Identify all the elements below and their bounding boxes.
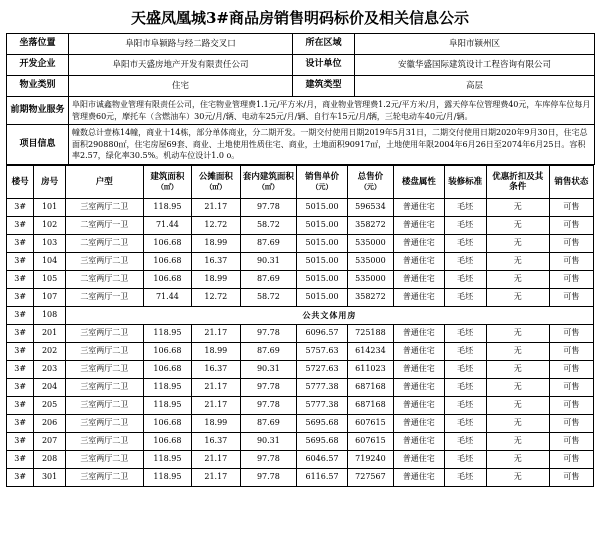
cell-property-attr: 普通住宅	[394, 234, 444, 252]
cell-unit-price: 5015.00	[297, 216, 347, 234]
cell-property-attr: 普通住宅	[394, 288, 444, 306]
cell-room: 102	[34, 216, 66, 234]
col-layout: 户型	[65, 165, 143, 198]
info-row	[7, 34, 595, 55]
cell-decoration: 毛坯	[444, 234, 486, 252]
cell-unit-price: 6046.57	[297, 450, 347, 468]
cell-total-price: 687168	[347, 378, 393, 396]
cell-building: 3#	[7, 360, 34, 378]
cell-property-attr: 普通住宅	[394, 270, 444, 288]
cell-decoration: 毛坯	[444, 396, 486, 414]
cell-sale-status: 可售	[549, 324, 593, 342]
col-sale-status: 销售状态	[549, 165, 593, 198]
cell-total-price: 614234	[347, 342, 393, 360]
table-row	[7, 360, 594, 378]
info-row	[7, 55, 595, 76]
cell-discount: 无	[486, 252, 549, 270]
cell-built-area: 118.95	[143, 324, 191, 342]
table-row-public	[7, 306, 594, 324]
table-row	[7, 288, 594, 306]
cell-built-area: 71.44	[143, 288, 191, 306]
col-property-attr: 楼盘属性	[394, 165, 444, 198]
info-row	[7, 76, 595, 97]
info-row-project	[7, 125, 595, 165]
table-row	[7, 324, 594, 342]
cell-inner-area: 90.31	[240, 432, 297, 450]
cell-unit-price: 6096.57	[297, 324, 347, 342]
col-unit-price: 销售单价 （元）	[297, 165, 347, 198]
cell-building: 3#	[7, 198, 34, 216]
cell-room: 204	[34, 378, 66, 396]
cell-layout: 三室两厅二卫	[65, 396, 143, 414]
cell-inner-area: 87.69	[240, 270, 297, 288]
info-label-property-service: 前期物业服务	[7, 97, 69, 125]
cell-inner-area: 97.78	[240, 324, 297, 342]
cell-inner-area: 97.78	[240, 396, 297, 414]
cell-room: 104	[34, 252, 66, 270]
cell-room: 101	[34, 198, 66, 216]
cell-decoration: 毛坯	[444, 216, 486, 234]
cell-property-attr: 普通住宅	[394, 342, 444, 360]
cell-sale-status: 可售	[549, 288, 593, 306]
cell-discount: 无	[486, 432, 549, 450]
cell-layout: 三室两厅二卫	[65, 342, 143, 360]
cell-layout: 二室两厅一卫	[65, 216, 143, 234]
cell-layout: 二室两厅二卫	[65, 270, 143, 288]
table-row	[7, 432, 594, 450]
col-shared-area: 公摊面积 （㎡）	[192, 165, 240, 198]
cell-total-price: 358272	[347, 216, 393, 234]
info-label-property-type: 物业类别	[7, 76, 69, 97]
cell-unit-price: 5015.00	[297, 288, 347, 306]
cell-room: 208	[34, 450, 66, 468]
cell-decoration: 毛坯	[444, 360, 486, 378]
cell-sale-status: 可售	[549, 270, 593, 288]
cell-room: 103	[34, 234, 66, 252]
cell-unit-price: 5757.63	[297, 342, 347, 360]
cell-sale-status: 可售	[549, 342, 593, 360]
cell-building: 3#	[7, 216, 34, 234]
cell-room: 203	[34, 360, 66, 378]
cell-building: 3#	[7, 288, 34, 306]
cell-inner-area: 58.72	[240, 288, 297, 306]
info-label-building-type: 建筑类型	[293, 76, 355, 97]
cell-unit-price: 5015.00	[297, 198, 347, 216]
cell-built-area: 71.44	[143, 216, 191, 234]
info-label-project: 项目信息	[7, 125, 69, 165]
cell-building: 3#	[7, 306, 34, 324]
cell-sale-status: 可售	[549, 378, 593, 396]
cell-property-attr: 普通住宅	[394, 216, 444, 234]
col-total-price: 总售价 （元）	[347, 165, 393, 198]
cell-built-area: 106.68	[143, 342, 191, 360]
col-room: 房号	[34, 165, 66, 198]
cell-discount: 无	[486, 378, 549, 396]
cell-built-area: 118.95	[143, 396, 191, 414]
col-built-area: 建筑面积 （㎡）	[143, 165, 191, 198]
cell-property-attr: 普通住宅	[394, 432, 444, 450]
cell-decoration: 毛坯	[444, 414, 486, 432]
col-decoration: 装修标准	[444, 165, 486, 198]
page-title: 天盛凤凰城3#商品房销售明码标价及相关信息公示	[130, 9, 469, 27]
cell-built-area: 118.95	[143, 378, 191, 396]
cell-total-price: 725188	[347, 324, 393, 342]
cell-sale-status: 可售	[549, 450, 593, 468]
cell-room: 105	[34, 270, 66, 288]
cell-decoration: 毛坯	[444, 432, 486, 450]
cell-total-price: 611023	[347, 360, 393, 378]
cell-property-attr: 普通住宅	[394, 468, 444, 486]
table-row	[7, 414, 594, 432]
cell-decoration: 毛坯	[444, 468, 486, 486]
cell-discount: 无	[486, 360, 549, 378]
table-row	[7, 450, 594, 468]
cell-property-attr: 普通住宅	[394, 396, 444, 414]
cell-building: 3#	[7, 270, 34, 288]
cell-discount: 无	[486, 468, 549, 486]
cell-total-price: 535000	[347, 234, 393, 252]
cell-sale-status: 可售	[549, 198, 593, 216]
table-row	[7, 252, 594, 270]
cell-shared-area: 16.37	[192, 252, 240, 270]
cell-discount: 无	[486, 414, 549, 432]
cell-sale-status: 可售	[549, 216, 593, 234]
cell-sale-status: 可售	[549, 468, 593, 486]
cell-layout: 三室两厅二卫	[65, 198, 143, 216]
info-value-project: 幢数总计壹栋14幢，商业十14栋，部分单体商业，分二期开发。一期交付使用日期2019年5月31日，二期交付使用日期2020年9月30日，住宅总面积290880㎡，住宅房屋69套、商业、土地使用性质住宅、商业，土地面积90917㎡，土地使用年限2004年6月26日至2074年6月25日。容积率2.57，绿化率30.5%。机动车位设计1.0 o。	[69, 125, 595, 165]
cell-building: 3#	[7, 324, 34, 342]
cell-shared-area: 18.99	[192, 234, 240, 252]
cell-total-price: 727567	[347, 468, 393, 486]
cell-layout: 三室两厅二卫	[65, 378, 143, 396]
cell-room: 201	[34, 324, 66, 342]
cell-building: 3#	[7, 396, 34, 414]
cell-decoration: 毛坯	[444, 378, 486, 396]
cell-unit-price: 5777.38	[297, 396, 347, 414]
cell-inner-area: 97.78	[240, 468, 297, 486]
cell-inner-area: 58.72	[240, 216, 297, 234]
cell-total-price: 719240	[347, 450, 393, 468]
cell-sale-status: 可售	[549, 252, 593, 270]
cell-built-area: 106.68	[143, 234, 191, 252]
cell-building: 3#	[7, 378, 34, 396]
cell-unit-price: 5015.00	[297, 270, 347, 288]
cell-total-price: 535000	[347, 252, 393, 270]
cell-discount: 无	[486, 198, 549, 216]
cell-building: 3#	[7, 432, 34, 450]
info-label-location: 坐落位置	[7, 34, 69, 55]
cell-inner-area: 97.78	[240, 198, 297, 216]
cell-building: 3#	[7, 234, 34, 252]
cell-unit-price: 5777.38	[297, 378, 347, 396]
cell-building: 3#	[7, 342, 34, 360]
cell-inner-area: 97.78	[240, 450, 297, 468]
info-value-property-service: 阜阳市诚鑫物业管理有限责任公司，住宅物业管理费1.1元/平方米/月，商业物业管理费1.2元/平方米/月，露天停车位管理费40元，车库停车位每月管理费60元，摩托车（含燃油车）30元/月/辆、电动车25元/月/辆、自行车15元/月/辆，三轮电动车40元/月/辆。	[69, 97, 595, 125]
unit-price-table	[6, 165, 594, 487]
cell-shared-area: 18.99	[192, 342, 240, 360]
cell-unit-price: 5695.68	[297, 414, 347, 432]
cell-built-area: 118.95	[143, 450, 191, 468]
cell-shared-area: 18.99	[192, 270, 240, 288]
cell-room: 202	[34, 342, 66, 360]
cell-sale-status: 可售	[549, 432, 593, 450]
table-row	[7, 396, 594, 414]
cell-shared-area: 16.37	[192, 432, 240, 450]
cell-inner-area: 97.78	[240, 378, 297, 396]
cell-layout: 三室两厅二卫	[65, 414, 143, 432]
info-row-service	[7, 97, 595, 125]
cell-layout: 三室两厅二卫	[65, 360, 143, 378]
info-value-building-type: 高层	[355, 76, 595, 97]
cell-layout: 三室两厅二卫	[65, 324, 143, 342]
cell-unit-price: 6116.57	[297, 468, 347, 486]
info-value-location: 阜阳市阜颍路与经二路交叉口	[69, 34, 293, 55]
cell-total-price: 687168	[347, 396, 393, 414]
cell-inner-area: 90.31	[240, 360, 297, 378]
cell-shared-area: 21.17	[192, 468, 240, 486]
cell-decoration: 毛坯	[444, 324, 486, 342]
cell-layout: 三室两厅二卫	[65, 450, 143, 468]
cell-property-attr: 普通住宅	[394, 252, 444, 270]
cell-unit-price: 5695.68	[297, 432, 347, 450]
cell-building: 3#	[7, 450, 34, 468]
table-header-row	[7, 165, 594, 198]
cell-sale-status: 可售	[549, 360, 593, 378]
cell-shared-area: 12.72	[192, 216, 240, 234]
info-label-region: 所在区域	[293, 34, 355, 55]
table-row	[7, 234, 594, 252]
cell-building: 3#	[7, 252, 34, 270]
cell-decoration: 毛坯	[444, 450, 486, 468]
cell-shared-area: 16.37	[192, 360, 240, 378]
cell-shared-area: 21.17	[192, 324, 240, 342]
cell-total-price: 607615	[347, 414, 393, 432]
cell-discount: 无	[486, 270, 549, 288]
cell-built-area: 106.68	[143, 270, 191, 288]
cell-shared-area: 18.99	[192, 414, 240, 432]
table-row	[7, 378, 594, 396]
cell-total-price: 596534	[347, 198, 393, 216]
cell-unit-price: 5015.00	[297, 252, 347, 270]
cell-decoration: 毛坯	[444, 288, 486, 306]
info-label-developer: 开发企业	[7, 55, 69, 76]
cell-room: 301	[34, 468, 66, 486]
cell-total-price: 358272	[347, 288, 393, 306]
cell-property-attr: 普通住宅	[394, 324, 444, 342]
cell-property-attr: 普通住宅	[394, 360, 444, 378]
cell-inner-area: 87.69	[240, 414, 297, 432]
cell-sale-status: 可售	[549, 396, 593, 414]
table-row	[7, 468, 594, 486]
cell-shared-area: 21.17	[192, 396, 240, 414]
info-value-region: 阜阳市颍州区	[355, 34, 595, 55]
info-value-property-type: 住宅	[69, 76, 293, 97]
cell-shared-area: 21.17	[192, 378, 240, 396]
cell-discount: 无	[486, 216, 549, 234]
cell-built-area: 106.68	[143, 360, 191, 378]
cell-layout: 二室两厅一卫	[65, 288, 143, 306]
cell-layout: 二室两厅二卫	[65, 234, 143, 252]
cell-room: 207	[34, 432, 66, 450]
info-value-designer: 安徽华盛国际建筑设计工程咨询有限公司	[355, 55, 595, 76]
cell-shared-area: 12.72	[192, 288, 240, 306]
cell-discount: 无	[486, 234, 549, 252]
cell-property-attr: 普通住宅	[394, 198, 444, 216]
cell-sale-status: 可售	[549, 234, 593, 252]
table-row	[7, 342, 594, 360]
cell-inner-area: 90.31	[240, 252, 297, 270]
cell-property-attr: 普通住宅	[394, 378, 444, 396]
cell-room: 206	[34, 414, 66, 432]
cell-room: 108	[34, 306, 66, 324]
cell-built-area: 106.68	[143, 414, 191, 432]
cell-property-attr: 普通住宅	[394, 450, 444, 468]
info-label-designer: 设计单位	[293, 55, 355, 76]
cell-built-area: 106.68	[143, 252, 191, 270]
cell-property-attr: 普通住宅	[394, 414, 444, 432]
table-row	[7, 270, 594, 288]
cell-decoration: 毛坯	[444, 270, 486, 288]
cell-building: 3#	[7, 414, 34, 432]
cell-discount: 无	[486, 288, 549, 306]
cell-shared-area: 21.17	[192, 198, 240, 216]
col-discount: 优惠折扣及其条件	[486, 165, 549, 198]
col-inner-area: 套内建筑面积 （㎡）	[240, 165, 297, 198]
cell-discount: 无	[486, 450, 549, 468]
cell-decoration: 毛坯	[444, 342, 486, 360]
cell-discount: 无	[486, 324, 549, 342]
cell-built-area: 118.95	[143, 198, 191, 216]
cell-decoration: 毛坯	[444, 252, 486, 270]
cell-total-price: 535000	[347, 270, 393, 288]
cell-layout: 三室两厅二卫	[65, 468, 143, 486]
table-row	[7, 216, 594, 234]
cell-room: 205	[34, 396, 66, 414]
col-building: 楼号	[7, 165, 34, 198]
cell-built-area: 106.68	[143, 432, 191, 450]
cell-unit-price: 5015.00	[297, 234, 347, 252]
cell-discount: 无	[486, 342, 549, 360]
cell-layout: 三室两厅二卫	[65, 252, 143, 270]
cell-shared-area: 21.17	[192, 450, 240, 468]
cell-layout: 三室两厅二卫	[65, 432, 143, 450]
cell-room: 107	[34, 288, 66, 306]
cell-inner-area: 87.69	[240, 234, 297, 252]
cell-building: 3#	[7, 468, 34, 486]
cell-inner-area: 87.69	[240, 342, 297, 360]
info-value-developer: 阜阳市天盛房地产开发有限责任公司	[69, 55, 293, 76]
cell-sale-status: 可售	[549, 414, 593, 432]
cell-total-price: 607615	[347, 432, 393, 450]
cell-unit-price: 5727.63	[297, 360, 347, 378]
cell-public-room-label: 公共文体用房	[65, 306, 593, 324]
cell-built-area: 118.95	[143, 468, 191, 486]
cell-decoration: 毛坯	[444, 198, 486, 216]
cell-discount: 无	[486, 396, 549, 414]
table-row	[7, 198, 594, 216]
project-info-table	[6, 33, 595, 165]
